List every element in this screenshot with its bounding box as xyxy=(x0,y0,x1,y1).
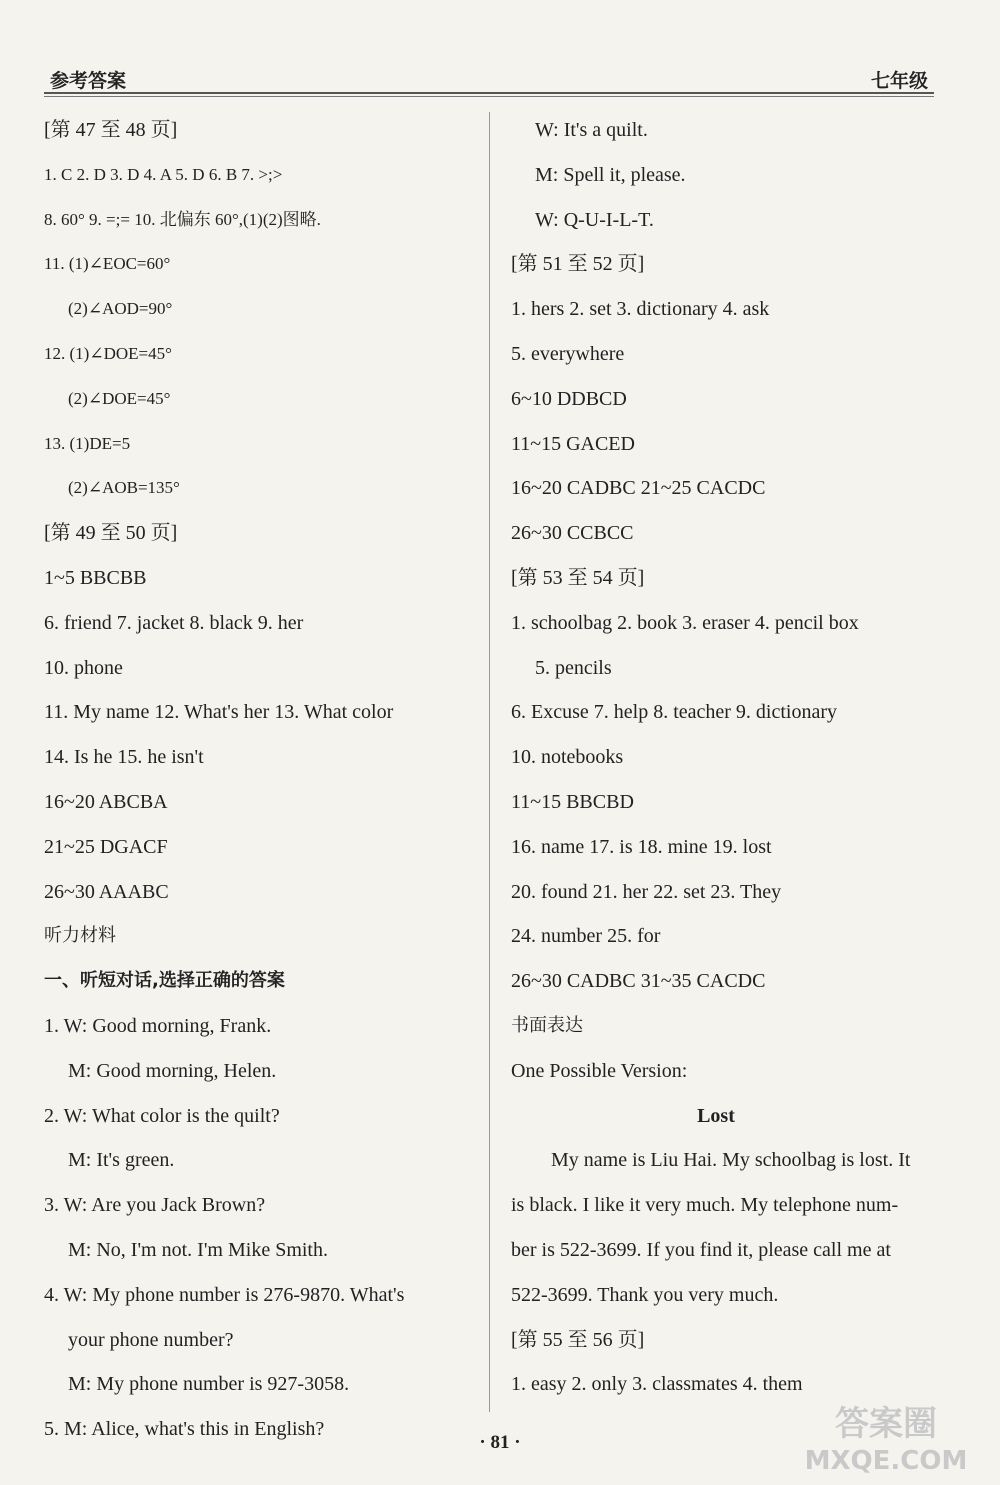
answer-line: 10. notebooks xyxy=(511,746,624,769)
answer-line: M: No, I'm not. I'm Mike Smith. xyxy=(68,1238,328,1261)
answer-line: 6. Excuse 7. help 8. teacher 9. dictionary xyxy=(511,701,837,724)
answer-line: 1~5 BBCBB xyxy=(44,566,147,589)
answer-line: 1. C 2. D 3. D 4. A 5. D 6. B 7. >;> xyxy=(44,164,283,184)
answer-line: 书面表达 xyxy=(511,1014,583,1036)
answer-line: 2. W: What color is the quilt? xyxy=(44,1104,280,1127)
answer-line: 3. W: Are you Jack Brown? xyxy=(44,1194,266,1217)
answer-line: 13. (1)DE=5 xyxy=(44,433,131,453)
answer-line: 20. found 21. her 22. set 23. They xyxy=(511,880,782,903)
answer-line: 26~30 CADBC 31~35 CACDC xyxy=(511,970,766,993)
answer-line: 11~15 BBCBD xyxy=(511,790,634,813)
answer-line: 16~20 CADBC 21~25 CACDC xyxy=(511,477,766,500)
page-number: · 81 · xyxy=(479,1432,521,1453)
answer-line: 5. pencils xyxy=(535,656,612,679)
header-rule-thin xyxy=(44,96,934,97)
header-rule xyxy=(44,92,934,94)
answer-line: is black. I like it very much. My telephone num- xyxy=(511,1194,899,1217)
answer-line: M: It's green. xyxy=(68,1149,175,1172)
answer-line: 1. W: Good morning, Frank. xyxy=(44,1014,272,1037)
column-divider xyxy=(489,112,490,1412)
answer-line: 26~30 AAABC xyxy=(44,880,169,903)
section-heading: [第 51 至 52 页] xyxy=(511,253,645,276)
answer-line: Lost xyxy=(697,1104,735,1127)
answer-line: 1. easy 2. only 3. classmates 4. them xyxy=(511,1373,803,1396)
answer-line: 522-3699. Thank you very much. xyxy=(511,1283,779,1306)
section-heading: [第 55 至 56 页] xyxy=(511,1328,645,1351)
answer-line: 5. M: Alice, what's this in English? xyxy=(44,1418,325,1441)
watermark-text-1: 答案圈 xyxy=(835,1404,937,1444)
answer-line: M: Spell it, please. xyxy=(535,163,686,186)
answer-line: 6~10 DDBCD xyxy=(511,387,627,410)
answer-line: 24. number 25. for xyxy=(511,925,661,948)
header-title: 参考答案 xyxy=(50,70,127,92)
left-column xyxy=(44,108,474,1452)
answer-line: ber is 522-3699. If you find it, please call me at xyxy=(511,1238,891,1261)
answer-line: W: Q-U-I-L-T. xyxy=(535,208,654,231)
answer-line: W: It's a quilt. xyxy=(535,119,648,141)
answer-line: M: My phone number is 927-3058. xyxy=(68,1373,350,1396)
answer-line: (2)∠AOD=90° xyxy=(68,299,173,319)
section-heading: [第 53 至 54 页] xyxy=(511,566,645,589)
answer-line: 听力材料 xyxy=(44,925,116,947)
watermark-logo xyxy=(796,1395,976,1475)
answer-line: (2)∠DOE=45° xyxy=(68,388,171,408)
watermark-text-2: MXQE.COM xyxy=(804,1446,968,1475)
answer-line: 10. phone xyxy=(44,656,123,679)
answer-line: 16. name 17. is 18. mine 19. lost xyxy=(511,835,772,858)
answer-line: 11~15 GACED xyxy=(511,432,635,455)
answer-line: (2)∠AOB=135° xyxy=(68,478,180,498)
answer-line: 11. My name 12. What's her 13. What color xyxy=(44,701,394,724)
answer-line: 16~20 ABCBA xyxy=(44,790,168,813)
section-heading: [第 47 至 48 页] xyxy=(44,119,178,141)
answer-line: 12. (1)∠DOE=45° xyxy=(44,343,172,363)
answer-line: 4. W: My phone number is 276-9870. What's xyxy=(44,1283,405,1306)
answer-line: 11. (1)∠EOC=60° xyxy=(44,254,171,274)
section-heading: [第 49 至 50 页] xyxy=(44,522,178,545)
answer-line: One Possible Version: xyxy=(511,1059,688,1082)
answer-line: 21~25 DGACF xyxy=(44,835,168,858)
answer-line: 6. friend 7. jacket 8. black 9. her xyxy=(44,611,304,634)
answer-line: 26~30 CCBCC xyxy=(511,522,634,545)
answer-line: My name is Liu Hai. My schoolbag is lost. It xyxy=(551,1149,911,1172)
header-grade: 七年级 xyxy=(870,70,928,92)
answer-line: 14. Is he 15. he isn't xyxy=(44,746,204,769)
answer-line: 8. 60° 9. =;= 10. 北偏东 60°,(1)(2)图略. xyxy=(44,209,321,229)
answer-line: 1. hers 2. set 3. dictionary 4. ask xyxy=(511,298,770,321)
answer-line: your phone number? xyxy=(68,1328,234,1351)
answer-line: 5. everywhere xyxy=(511,342,625,365)
right-column xyxy=(511,108,951,1407)
answer-line: M: Good morning, Helen. xyxy=(68,1059,277,1082)
answer-line: 1. schoolbag 2. book 3. eraser 4. pencil box xyxy=(511,611,859,634)
answer-line: 一、听短对话,选择正确的答案 xyxy=(44,970,285,992)
